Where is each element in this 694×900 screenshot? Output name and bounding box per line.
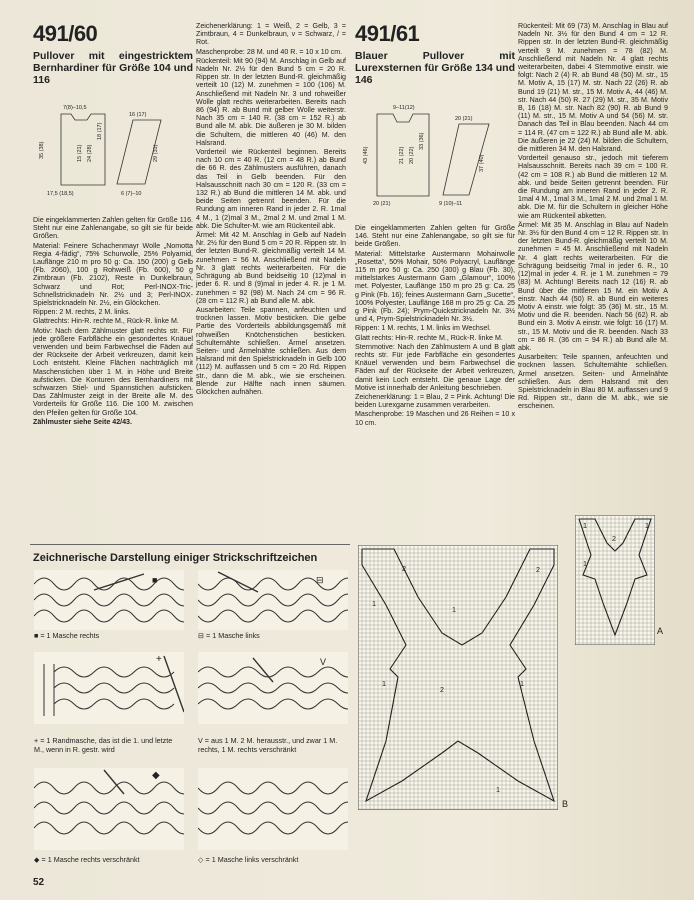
chart-b (358, 545, 558, 810)
left-article (33, 22, 193, 86)
chart-b-num: 1 (496, 785, 500, 794)
paragraph: Rückenteil: Mit 69 (73) M. Anschlag in Blau auf Nadeln Nr. 3½ für den Bund 4 cm = 12 R. Rippen str. In der letzten Bund-R. gleichmäßig verteilt 9 M. zunehmen = 78 (82) M. Anschließend mit Nadeln Nr. 4 glatt rechts weiterarbeiten, dabei 4 Sternmotive einstr. wie folgt: Nach 2 (4) R. ab Bund 48 (50) M. str., 15 M. Motiv A, 15 (17) M. str. Nach 22 (26) R. ab Bund 19 (21) M. str., 15 M. Motiv A, 44 (46) M. str. Nach 44 (50) R. 27 (29) M. str., 35 M. Motiv B, 16 (18) M. str. Nach 82 (90) R. ab Bund 9 (11) M. str., 15 M. Motiv A und 54 (56) M. str. Danach das Teil in Blau beenden. Nach 44 cm = 114 R. (47 cm = 122 R.) ab Bund alle M. abk. Die äußeren je 22 (24) M. bilden die Schultern, die mittleren 34 M. den Halsrand. (518, 22, 668, 154)
right-article (355, 22, 515, 86)
chart-b-num: 1 (520, 679, 524, 688)
chart-a-num: 2 (612, 534, 616, 543)
paragraph: Rippen: 1 M. rechts, 1 M. links im Wechsel. (355, 324, 491, 333)
caption-purl-twisted: ◇ = 1 Masche links verschränkt (198, 855, 299, 864)
schema-inner-b: 20 (22) (409, 146, 415, 164)
schema-right-height: 37 (40) (479, 154, 485, 172)
chart-a-num: 1 (645, 521, 649, 530)
paragraph: Vorderteil genauso str., jedoch mit tieferem Halsausschnitt. Bereits nach 39 cm = 100 R. (42 cm = 108 R.) ab Bund die mittleren 12 M. abk. und beide Seiten getrennt beenden. Für die Rundung am inneren Rand in jeder 2. R. 1mal 4 M., 1mal 3 M., 1mal 2 M. und 2mal 1 M. abk. Die M. für die Schultern in gleicher Höhe wie am Rückenteil abketten. (518, 154, 668, 220)
paragraph: Rippen: 2 M. rechts, 2 M. links. (33, 308, 131, 317)
paragraph: Ärmel: Mit 42 M. Anschlag in Gelb auf Nadeln Nr. 2½ für den Bund 5 cm = 20 R. Rippen str. In der letzten Bund-R. gleichmäßig verteilt 14 M. zunehmen = 56 M. Anschließend mit Nadeln Nr. 3 glatt rechts weiterarbeiten. Für die Schrägung ab Bund beidseitig 10 (12)mal in jeder 6. R. und 8 (9)mal in jeder 4. R. je 1 M. zunehmen = 92 (98) M. Nach 24 cm = 96 R. (28 cm = 112 R.) ab Bund alle M. abk. (196, 231, 346, 305)
paragraph: Zeichenerklärung: 1 = Weiß, 2 = Gelb, 3 = Zimtbraun, 4 = Dunkelbraun, v = Schwarz, / = Rot. (196, 22, 346, 47)
schema-top: 9–11(12) (393, 105, 415, 111)
paragraph: Glattrechts: Hin-R. rechte M., Rück-R. linke M. (33, 317, 179, 326)
schema-inner-a: 21 (22) (399, 146, 405, 164)
swatch-knit (34, 570, 184, 635)
chart-a-num: 1 (583, 521, 587, 530)
paragraph: Material: Mittelstarke Austermann Mohairwolle „Rosetta“, 50% Mohair, 50% Polyacryl, Lauflänge 115 m pro 50 g: Ca. 250 (300) g Blau (Fb. 30), mittelstarkes Austermann Garn „Glamour“, 100% met. Polyester, Lauflänge 150 m pro 25 g: Ca. 25 g Pink (Fb. 16); feines Austermann Garn „Sucette“, 100% Polyester, Lauflänge 168 m pro 25 g: Ca. 25 g Pink (Fb. 24); Prym-Quickstricknadeln Nr. 3½ und 4, Prym-Spielstricknadeln Nr. 3½. (355, 249, 515, 324)
chart-b-num: 2 (402, 564, 406, 573)
article-title: Blauer Pullover mit Lurexsternen für Größe 134 und 146 (355, 50, 515, 86)
schema-bottom-left: 17,5 (18,5) (47, 191, 74, 197)
symbol-mark: + (156, 654, 162, 665)
right-article-body (355, 224, 515, 428)
schema-inner-a: 15 (21) (77, 144, 83, 162)
symbol-mark: ■ (152, 575, 158, 585)
caption-edge: + = 1 Randmasche, das ist die 1. und letzte M., wenn in R. gestr. wird (34, 736, 173, 754)
middle-column (196, 22, 346, 397)
article-number: 491/61 (355, 21, 420, 46)
chart-b-num: 1 (382, 679, 386, 688)
schema-right-top: 16 (17) (129, 112, 147, 118)
left-article-body (33, 216, 193, 427)
paragraph: Vorderteil wie Rückenteil beginnen. Bereits nach 10 cm = 40 R. (12 cm = 48 R.) ab Bund die 66 R. des Zählmusters ausführen, danach das Teil in Gelb beenden. Für den Halsausschnitt nach 30 cm = 120 R. (33 cm = 132 R.) ab Bund die mittleren 14 M. abk. und beide Seiten getrennt beenden. Für die Rundung am inneren Rand in jeder 2. R. 1mal 4 M., 1 (2)mal 3 M., 2mal 2 M. und 2mal 1 M. abk. Die Schulter-M. wie am Rückenteil abk. (196, 148, 346, 230)
stitch-section-title: Zeichnerische Darstellung einiger Strickschriftzeichen (33, 552, 318, 564)
paragraph: Maschenprobe: 28 M. und 40 R. = 10 x 10 cm. (196, 47, 343, 56)
far-right-column (518, 22, 668, 412)
schema-top: 7(8)–10,5 (63, 105, 87, 111)
swatch-knit-twisted (34, 768, 184, 855)
paragraph: Glatt rechts: Hin-R. rechte M., Rück-R. linke M. (355, 333, 503, 342)
paragraph: Ausarbeiten: Teile spannen, anfeuchten und trocknen lassen. Schulternähte schließen. Ärmel ansetzen. Seiten- und Ärmelnähte schließen. Aus dem Halsrand mit den Spielstricknadeln in Blau 80 M. auffassen und 9 Rd. Rippen str., dann die M. abk., wie sie erscheinen. (518, 353, 668, 411)
paragraph: Ärmel: Mit 35 M. Anschlag in Blau auf Nadeln Nr. 3½ für den Bund 4 cm = 12 R. Rippen str. In der letzten Bund-R. gleichmäßig verteilt 10 M. zunehmen = 45 M. Anschließend mit Nadeln Nr. 4 glatt rechts weiterarbeiten. Für die Schrägung beidseitig 7mal in jeder 6. R., 10 (12)mal in jeder 4. R. je 1 M. zunehmen = 79 (83) M. Achtung! Bereits nach 12 (16) R. ab Bund über die mittleren 15 M. ein Motiv A einstr. Nach 44 (50) R. ab Bund ein weiteres Motiv A einstr. wie folgt: 35 (36) M. str., 15 M. Motiv und die R. beenden. Nach 56 (62) R. ab Bund ein 3. Motiv A einstr. wie folgt: 16 (17) M. str., 15 M. Motiv und die R. beenden. Nach 33 cm = 86 R. (36 cm = 94 R.) ab Bund alle M. abk. (518, 220, 668, 352)
schema-inner-c: 33 (36) (419, 132, 425, 150)
page-number: 52 (33, 877, 45, 888)
caption-knit: ■ = 1 Masche rechts (34, 631, 100, 640)
paragraph: Ausarbeiten: Teile spannen, anfeuchten und trocknen lassen. Motiv besticken. Die gelbe Partie des Vorderteils abbildungsgemäß mit rohweißen Knötchenstichen besticken. Schulternähte schließen. Ärmel ansetzen. Seiten- und Ärmelnähte schließen. Aus dem Halsrand mit den Spielstricknadeln in Gelb 100 (112) M. auffassen und 5 cm = 20 Rd. Rippen str., dann die M. abk., wie sie erscheinen. Blende zur Hälfte nach innen säumen. Glöckchen aufnähen. (196, 305, 346, 396)
left-size-schema (33, 100, 193, 198)
section-divider (30, 544, 350, 545)
chart-b-label: B (562, 799, 569, 809)
chart-a-num: 1 (583, 559, 587, 568)
symbol-mark: ⊟ (316, 575, 324, 585)
right-size-schema (355, 100, 515, 208)
schema-right-height: 29 (31) (153, 144, 159, 162)
paragraph: Material: Feinere Schachenmayr Wolle „Nomotta Regia 4-fädig“, 75% Schurwolle, 25% Polyamid, Lauflänge 210 m pro 50 g: Ca. 150 (200) g Gelb (Fb. 2060), 100 g Rohweiß (Fb. 600), 50 g Zimtbraun (Fb. 2102), Reste in Dunkelbraun, Schwarz und Rot; Perl-INOX-Tric-Schnellstricknadeln Nr. 2½ und 3; Perl-INOX-Spielstricknadeln Nr. 2½, ein Glöckchen. (33, 241, 193, 308)
paragraph: Rückenteil: Mit 90 (94) M. Anschlag in Gelb auf Nadeln Nr. 2½ für den Bund 5 cm = 20 R. Rippen str. In der letzten Bund-R. gleichmäßig verteilt 10 (12) M. zunehmen = 100 (106) M. Anschließend mit Nadeln Nr. 3 und rohweißer Wolle glatt rechts weiterarbeiten. Bereits nach 86 (94) R. ab Bund mit gelber Wolle weiterstr. Nach 35 cm = 140 R. (38 cm = 152 R.) ab Bund alle M. abk. Die äußeren je 30 M. bilden die Schultern, die mittleren 40 (46) M. den Halsrand. (196, 56, 346, 147)
caption-purl: ⊟ = 1 Masche links (198, 631, 260, 640)
schema-bottom-right: 6 (7)–10 (121, 191, 142, 197)
paragraph: Sternmotive: Nach den Zählmustern A und B glatt rechts str. Für jede Farbfläche ein gesondertes Knäuel verwenden und beim Farbwechsel die Fäden auf der Rückseite der Arbeit verkreuzen, damit kein Loch entsteht. Die genaue Lage der Motive ist innerhalb der Anleitung beschrieben. (355, 342, 515, 392)
swatch-purl (198, 570, 348, 635)
paragraph: Die eingeklammerten Zahlen gelten für Größe 116. Steht nur eine Zahlenangabe, so gilt sie für beide Größen. (33, 216, 193, 241)
chart-a-label: A (657, 626, 664, 636)
chart-b-num: 2 (536, 565, 540, 574)
caption-increase: V = aus 1 M. 2 M. herausstr., und zwar 1 M. rechts, 1 M. rechts verschränkt (198, 736, 338, 754)
paragraph: Motiv: Nach dem Zählmuster glatt rechts str. Für jede größere Farbfläche ein gesondertes Knäuel verwenden und beim Farbwechsel die Fäden auf der Rückseite der Arbeit verkreuzen, damit kein Loch entsteht. Kleine Flächen nachträglich mit Maschenstichen über 1 M. in Höhe und Breite aufsticken. Die Konturen des Bernhardiners mit schwarzen Stiel- und Spannstichen aufsticken. Das Zählmuster zeigt in der Breite alle M. des Vorderteils für Größe 116. Die 100 M. zwischen den Pfeilen gelten für Größe 104. (33, 326, 193, 417)
schema-inner-b: 24 (28) (87, 144, 93, 162)
symbol-mark: ◆ (152, 770, 160, 781)
article-number: 491/60 (33, 21, 98, 46)
paragraph: Zeichenerklärung: 1 = Blau, 2 = Pink. Achtung! Die beiden Lurexgarne zusammen verarbeiten. (355, 393, 515, 410)
paragraph: Die eingeklammerten Zahlen gelten für Größe 146. Steht nur eine Zahlenangabe, so gilt sie für beide Größen. (355, 224, 515, 249)
schema-bottom-right: 9 (10)–11 (439, 201, 463, 207)
article-title: Pullover mit eingestricktem Bernhardiner für Größe 104 und 116 (33, 50, 193, 86)
paragraph: Zählmuster siehe Seite 42/43. (33, 417, 132, 426)
schema-bottom-left: 20 (21) (373, 201, 391, 207)
paragraph: Maschenprobe: 19 Maschen und 26 Reihen = 10 x 10 cm. (355, 410, 515, 427)
caption-knit-twisted: ◆ = 1 Masche rechts verschränkt (34, 855, 140, 864)
swatch-purl-twisted (198, 768, 348, 855)
chart-b-num: 2 (440, 685, 444, 694)
chart-b-num: 1 (452, 605, 456, 614)
schema-right-top: 20 (21) (455, 116, 473, 122)
symbol-mark: V (320, 657, 327, 667)
schema-inner-c: 18 (17) (97, 122, 103, 140)
schema-left-height: 43 (46) (363, 146, 369, 164)
schema-left-height: 35 (38) (39, 141, 45, 159)
chart-b-num: 1 (372, 599, 376, 608)
